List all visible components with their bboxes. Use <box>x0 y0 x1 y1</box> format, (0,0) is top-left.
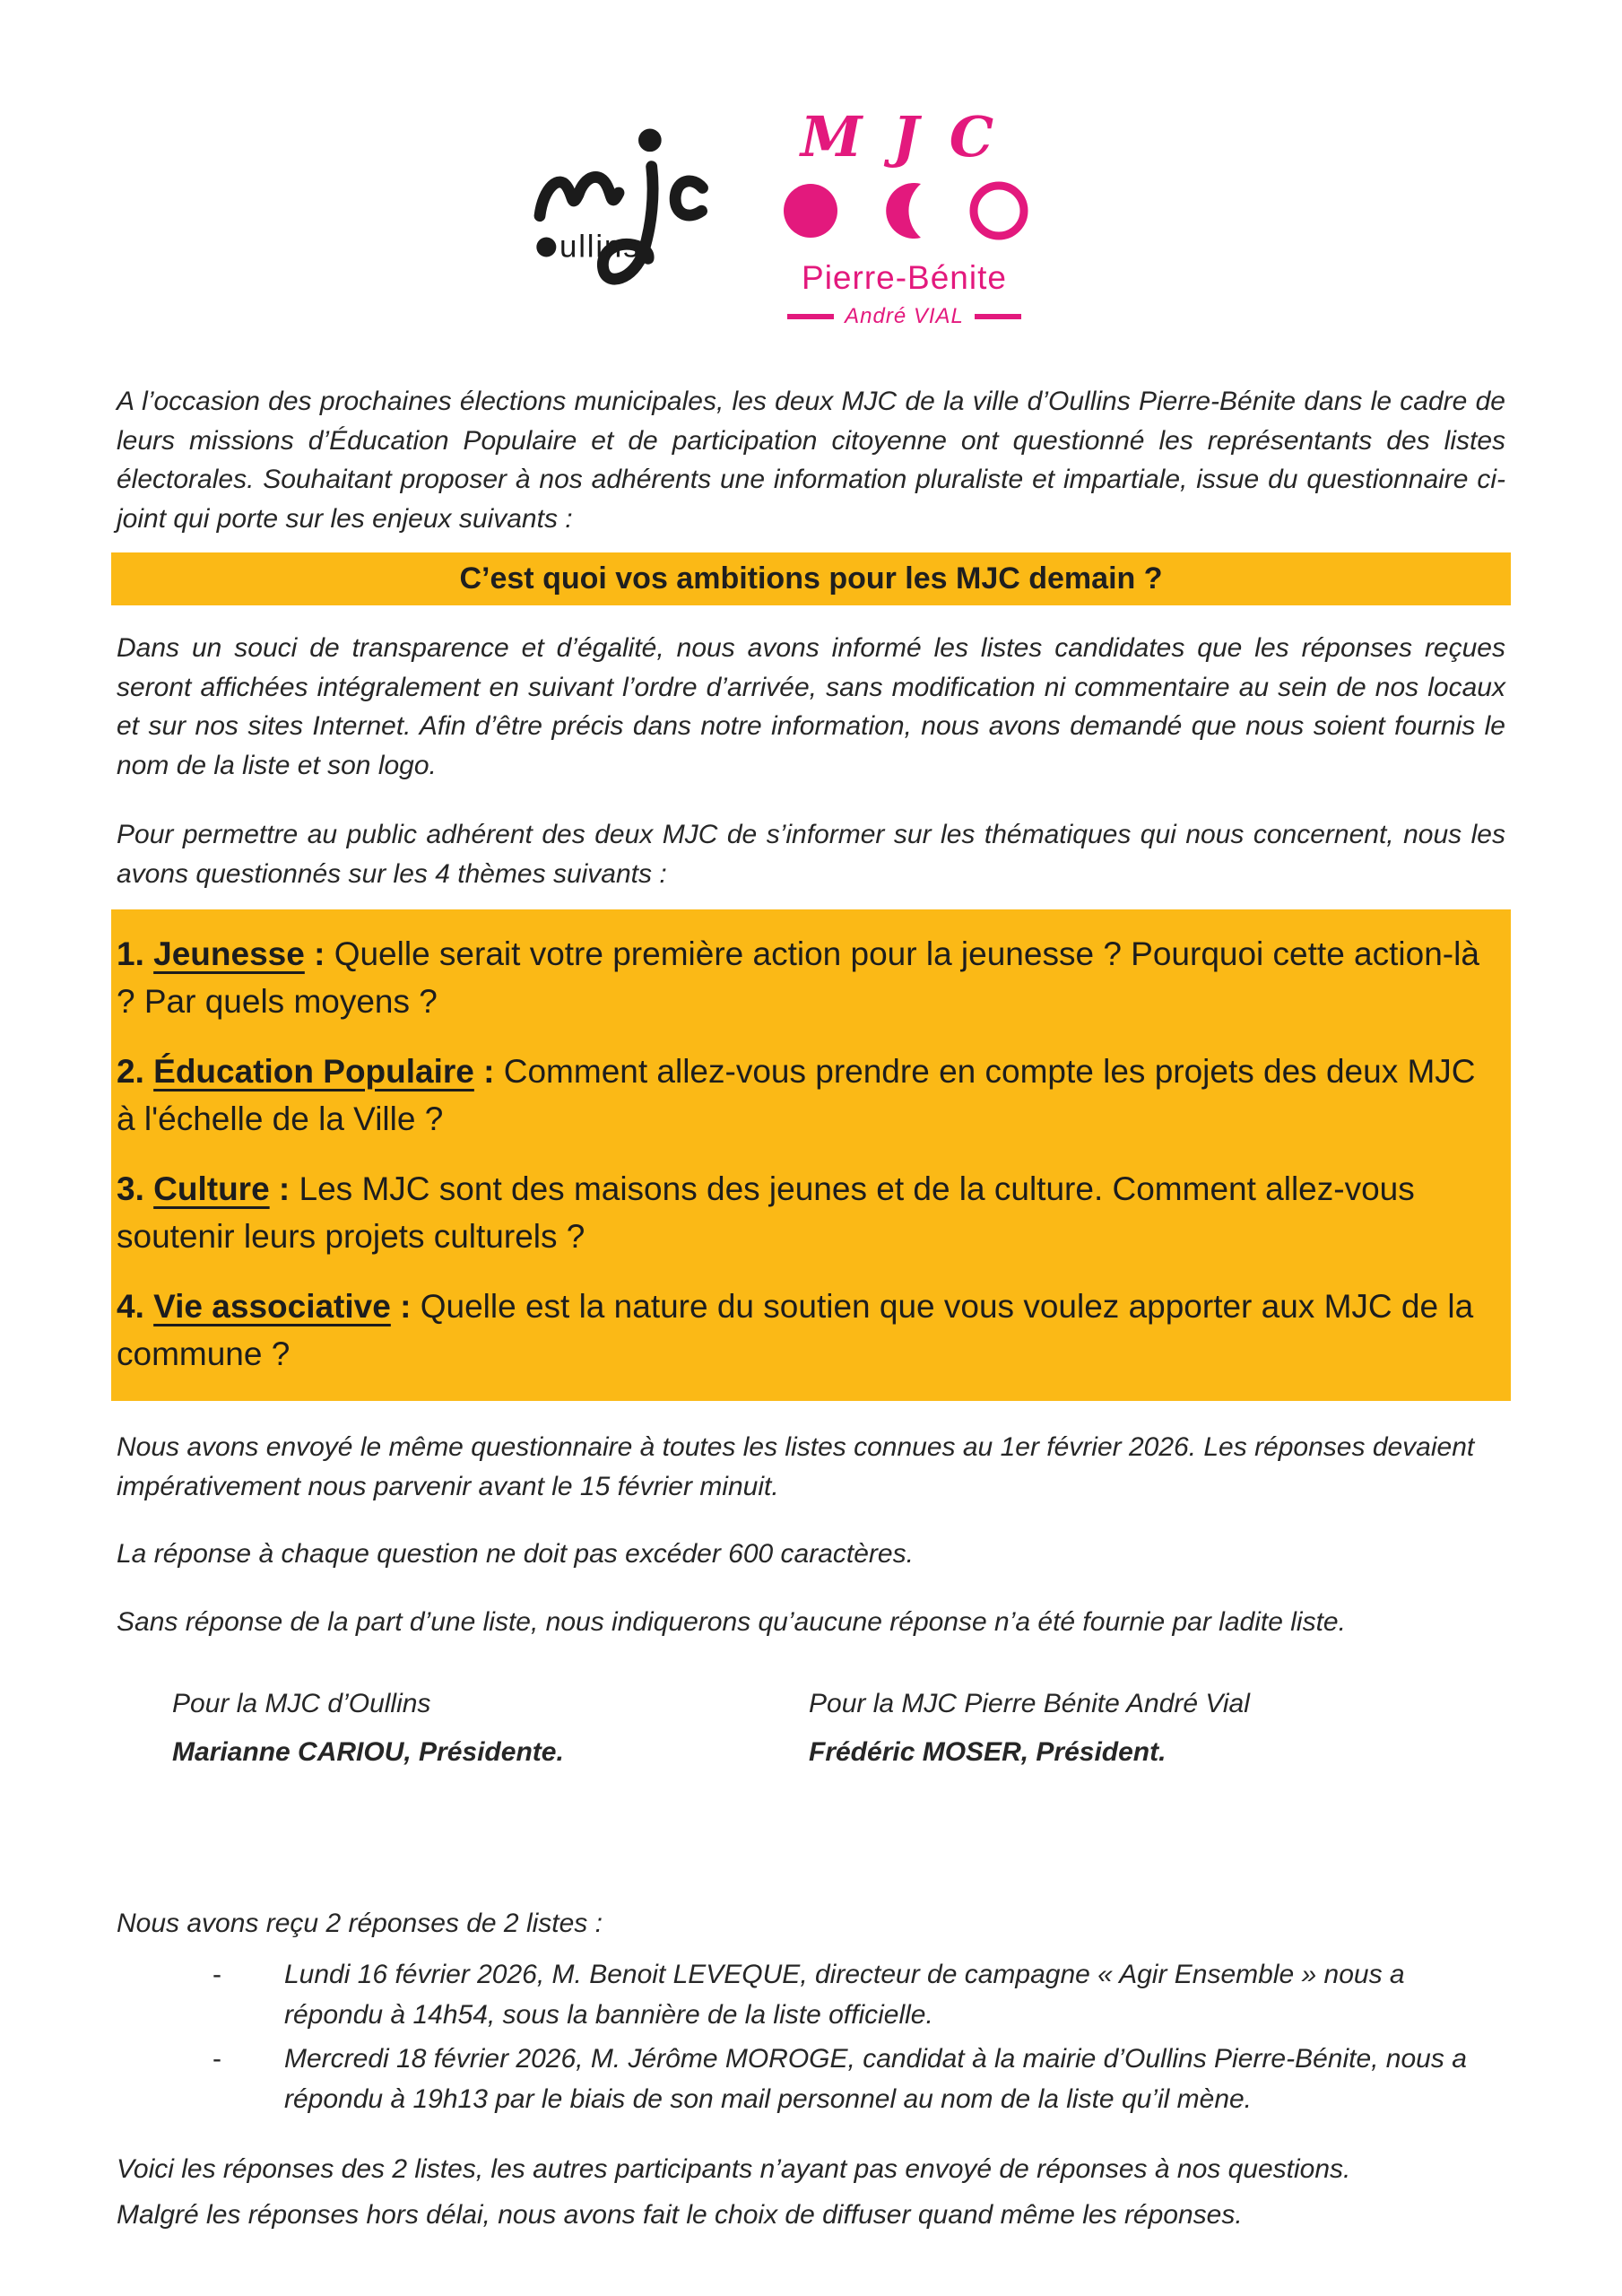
filled-circle-icon <box>784 184 837 238</box>
closing-paragraph <box>117 2150 1505 2235</box>
dash-marker: - <box>213 1959 221 1989</box>
question-number: 1. <box>117 935 144 972</box>
signature-role: Pour la MJC Pierre Bénite André Vial <box>809 1689 1250 1719</box>
dash-marker: - <box>213 2043 221 2074</box>
response-text: Lundi 16 février 2026, M. Benoit LEVEQUE, directeur de campagne « Agir Ensemble » nous a répondu à 14h54, sous la bannière de la liste officielle. <box>284 1959 1405 2030</box>
crescent-icon <box>886 183 921 239</box>
mjc-pierre-benite-logo <box>770 106 1039 329</box>
question-text: Quelle serait votre première action pour la jeunesse ? Pourquoi cette action-là ? Par quels moyens ? <box>117 935 1479 1020</box>
questions-block <box>111 909 1511 1401</box>
question-1: 1. Jeunesse : Quelle serait votre première action pour la jeunesse ? Pourquoi cette action-là ? Par quels moyens ? <box>117 935 1479 1020</box>
pb-mjc-title: MJC <box>800 104 1025 170</box>
right-dash <box>975 314 1021 319</box>
signature-role: Pour la MJC d’Oullins <box>172 1689 431 1719</box>
sent-paragraph: Nous avons envoyé le même questionnaire à toutes les listes connues au 1er février 2026. Les réponses devaient impérativement nous parvenir avant le 15 février minuit. <box>117 1432 1475 1501</box>
limit-paragraph: La réponse à chaque question ne doit pas excéder 600 caractères. <box>117 1539 914 1570</box>
question-text: Comment allez-vous prendre en compte les projets des deux MJC à l'échelle de la Ville ? <box>117 1053 1476 1137</box>
signature-name: Marianne CARIOU, Présidente. <box>172 1736 564 1767</box>
question-title: Éducation Populaire <box>153 1053 474 1091</box>
signatures-row <box>117 1684 1505 1771</box>
mjc-script-m <box>540 177 619 215</box>
signature-pierre-benite <box>809 1684 1250 1771</box>
oullins-label: ullins <box>559 229 640 265</box>
mjc-j-dot <box>638 129 662 152</box>
transparency-paragraph: Dans un souci de transparence et d’égalité, nous avons informé les listes candidates que les réponses reçues seront affichées intégralement en suivant l’ordre d’arrivée, sans modification ni commentaire au sein de nos locaux et sur nos sites Internet. Afin d’être précis dans notre information, nous avons demandé que nous soient fournis le nom de la liste et son logo. <box>117 633 1505 780</box>
question-title: Jeunesse <box>153 935 305 972</box>
closing-line-1: Voici les réponses des 2 listes, les autres participants n’ayant pas envoyé de réponses à nos questions. <box>117 2153 1351 2184</box>
pb-shapes <box>779 179 1030 247</box>
question-number: 2. <box>117 1053 144 1091</box>
question-4: 4. Vie associative : Quelle est la nature du soutien que vous voulez apporter aux MJC de la commune ? <box>117 1288 1474 1372</box>
oullins-dot-icon <box>536 238 556 257</box>
responses-section <box>117 1904 1505 2119</box>
banner-title <box>111 552 1511 605</box>
list-item <box>213 2039 1505 2119</box>
intro-paragraph: A l’occasion des prochaines élections municipales, les deux MJC de la ville d’Oullins Pierre-Bénite dans le cadre de leurs missions d’Éducation Populaire et de participation citoyenne ont questionné les représentants des listes électorales. Souhaitant proposer à nos adhérents une information pluraliste et impartiale, issue du questionnaire ci-joint qui porte sur les enjeux suivants : <box>117 387 1505 534</box>
pb-subtitle-label: André VIAL <box>845 304 964 328</box>
question-2: 2. Éducation Populaire : Comment allez-vous prendre en compte les projets des deux MJC à l'échelle de la Ville ? <box>117 1053 1476 1137</box>
question-number: 4. <box>117 1288 144 1326</box>
signature-oullins <box>172 1684 809 1771</box>
logo-row <box>90 106 1479 348</box>
pb-subtitle-row <box>787 304 1021 329</box>
mjc-oullins-logo-icon <box>530 106 727 339</box>
question-text: Les MJC sont des maisons des jeunes et de la culture. Comment allez-vous soutenir leurs projets culturels ? <box>117 1170 1415 1255</box>
question-title: Vie associative <box>153 1288 391 1326</box>
public-paragraph: Pour permettre au public adhérent des deux MJC de s’informer sur les thématiques qui nous concernent, nous les avons questionnés sur les 4 thèmes suivants : <box>117 820 1505 889</box>
pb-city-label: Pierre-Bénite <box>802 259 1007 296</box>
question-title: Culture <box>153 1170 270 1208</box>
signature-name: Frédéric MOSER, Président. <box>809 1736 1167 1767</box>
left-dash <box>787 314 834 319</box>
question-3: 3. Culture : Les MJC sont des maisons des jeunes et de la culture. Comment allez-vous soutenir leurs projets culturels ? <box>117 1170 1415 1255</box>
list-item <box>213 1954 1505 2035</box>
mjc-script-c <box>675 181 702 215</box>
question-number: 3. <box>117 1170 144 1208</box>
responses-intro: Nous avons reçu 2 réponses de 2 listes : <box>117 1909 603 1939</box>
question-text: Quelle est la nature du soutien que vous voulez apporter aux MJC de la commune ? <box>117 1288 1474 1372</box>
circle-outline-icon <box>974 186 1024 236</box>
responses-list <box>117 1954 1505 2119</box>
noresponse-paragraph: Sans réponse de la part d’une liste, nous indiquerons qu’aucune réponse n’a été fournie par ladite liste. <box>117 1606 1346 1637</box>
mjc-oullins-logo <box>530 106 727 339</box>
banner-title-text: C’est quoi vos ambitions pour les MJC demain ? <box>459 561 1163 596</box>
response-text: Mercredi 18 février 2026, M. Jérôme MOROGE, candidat à la mairie d’Oullins Pierre-Bénite, nous a répondu à 19h13 par le biais de son mail personnel au nom de la liste qu’il mène. <box>284 2043 1467 2114</box>
closing-line-2: Malgré les réponses hors délai, nous avons fait le choix de diffuser quand même les réponses. <box>117 2200 1243 2231</box>
